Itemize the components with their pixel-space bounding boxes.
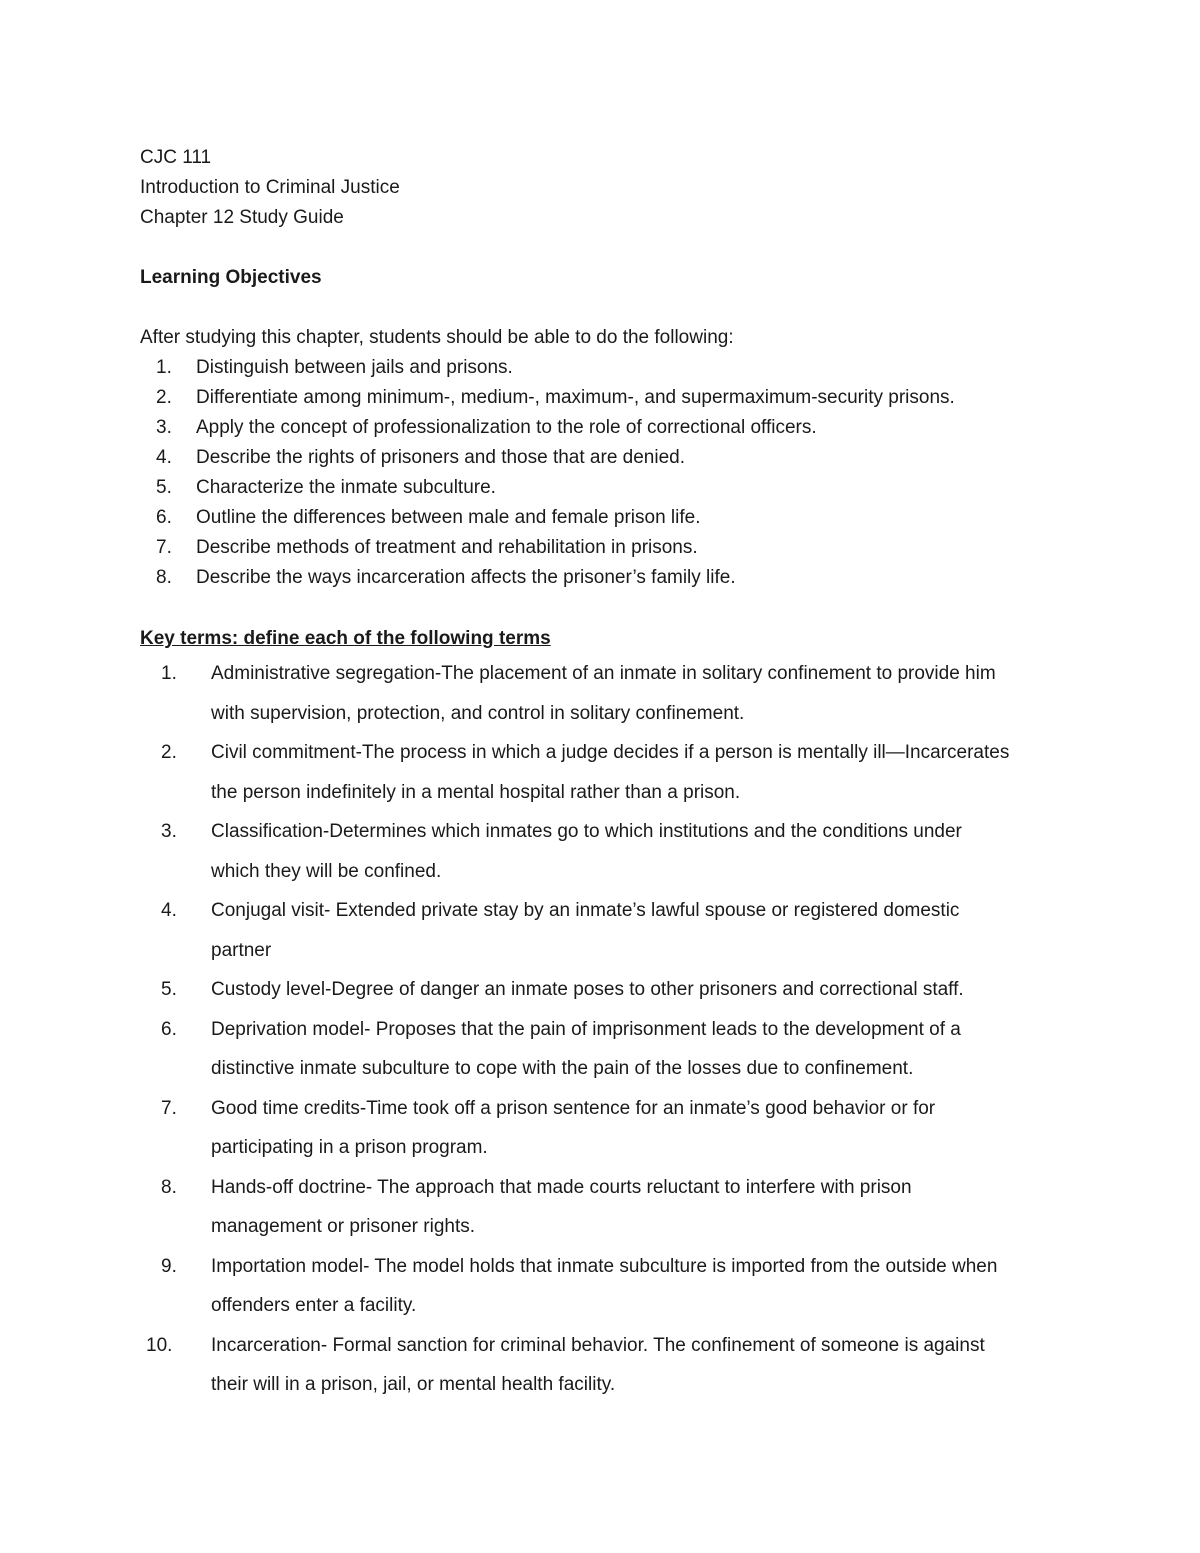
key-term-line-2: which they will be confined.: [211, 860, 442, 882]
key-term-item: [140, 654, 1080, 733]
key-term-line-2: offenders enter a facility.: [211, 1295, 417, 1316]
objective-item: [140, 533, 1080, 563]
learning-objectives-heading: Learning Objectives: [140, 267, 322, 288]
key-term-item: [140, 891, 1080, 970]
key-term-item: [140, 1326, 1080, 1405]
objective-item: [140, 503, 1080, 533]
objective-text: Characterize the inmate subculture.: [196, 477, 496, 498]
key-term-item: [140, 970, 1080, 1010]
objective-number: 6.: [156, 507, 172, 528]
key-term-item: [140, 1089, 1080, 1168]
objective-number: 4.: [156, 447, 172, 468]
key-term-line-1: Administrative segregation-The placement of an inmate in solitary confinement to provide him: [211, 663, 996, 684]
key-term-number: 1.: [161, 663, 177, 684]
objective-item: [140, 443, 1080, 473]
course-code: CJC 111: [140, 147, 212, 168]
key-term-line-2: management or prisoner rights.: [211, 1216, 476, 1237]
key-term-line-2: the person indefinitely in a mental hospital rather than a prison.: [211, 781, 741, 803]
key-term-number: 7.: [161, 1097, 177, 1119]
key-term-number: 3.: [161, 821, 177, 842]
key-term-number: 10.: [146, 1334, 173, 1356]
objective-text: Distinguish between jails and prisons.: [196, 357, 513, 378]
objective-item: [140, 473, 1080, 503]
key-term-line-2: distinctive inmate subculture to cope with the pain of the losses due to confinement.: [211, 1058, 914, 1079]
objective-number: 2.: [156, 387, 172, 408]
objective-item: [140, 563, 1080, 593]
objective-text: Describe methods of treatment and rehabilitation in prisons.: [196, 537, 698, 558]
objective-text: Describe the rights of prisoners and those that are denied.: [196, 447, 686, 468]
objective-number: 8.: [156, 567, 172, 588]
objective-item: [140, 413, 1080, 443]
learning-objectives-list: [140, 353, 1080, 593]
document-page: [140, 143, 1080, 1405]
guide-title: Chapter 12 Study Guide: [140, 207, 344, 228]
key-term-number: 8.: [161, 1176, 177, 1198]
key-term-line-1: Deprivation model- Proposes that the pain of imprisonment leads to the development of a: [211, 1018, 961, 1040]
objective-text: Apply the concept of professionalization to the role of correctional officers.: [196, 417, 817, 438]
key-term-item: [140, 1247, 1080, 1326]
key-term-line-1: Incarceration- Formal sanction for criminal behavior. The confinement of someone is against: [211, 1334, 985, 1356]
objective-number: 5.: [156, 477, 172, 498]
key-term-item: [140, 1168, 1080, 1247]
objective-item: [140, 383, 1080, 413]
key-term-line-1: Hands-off doctrine- The approach that made courts reluctant to interfere with prison: [211, 1176, 912, 1198]
objective-number: 1.: [156, 357, 172, 378]
key-term-line-1: Good time credits-Time took off a prison sentence for an inmate’s good behavior or for: [211, 1097, 936, 1119]
objective-text: Differentiate among minimum-, medium-, maximum-, and supermaximum-security prisons.: [196, 387, 955, 408]
objective-item: [140, 353, 1080, 383]
objective-number: 3.: [156, 417, 172, 438]
key-term-line-1: Custody level-Degree of danger an inmate poses to other prisoners and correctional staff.: [211, 979, 964, 1000]
objective-text: Describe the ways incarceration affects the prisoner’s family life.: [196, 567, 736, 588]
key-term-line-2: with supervision, protection, and control in solitary confinement.: [211, 702, 745, 724]
learning-objectives-intro: After studying this chapter, students should be able to do the following:: [140, 327, 734, 348]
objective-text: Outline the differences between male and female prison life.: [196, 507, 701, 528]
key-term-number: 5.: [161, 979, 177, 1000]
objective-number: 7.: [156, 537, 172, 558]
key-term-number: 9.: [161, 1255, 177, 1277]
document-header: [140, 143, 1080, 233]
key-term-line-2: partner: [211, 939, 272, 961]
key-term-line-1: Classification-Determines which inmates go to which institutions and the conditions under: [211, 821, 962, 842]
key-terms-heading: Key terms: define each of the following terms: [140, 628, 551, 649]
key-term-number: 4.: [161, 900, 177, 921]
key-term-item: [140, 733, 1080, 812]
key-terms-list: [140, 654, 1080, 1405]
key-term-line-2: participating in a prison program.: [211, 1137, 488, 1158]
key-term-line-1: Civil commitment-The process in which a judge decides if a person is mentally ill—Incarcerates: [211, 742, 1010, 763]
key-term-number: 2.: [161, 742, 177, 763]
course-title: Introduction to Criminal Justice: [140, 177, 400, 198]
key-term-item: [140, 1010, 1080, 1089]
key-term-item: [140, 812, 1080, 891]
key-term-line-1: Conjugal visit- Extended private stay by an inmate’s lawful spouse or registered domestic: [211, 900, 960, 921]
key-term-line-1: Importation model- The model holds that inmate subculture is imported from the outside when: [211, 1255, 998, 1277]
key-term-number: 6.: [161, 1018, 177, 1040]
key-term-line-2: their will in a prison, jail, or mental health facility.: [211, 1374, 616, 1395]
